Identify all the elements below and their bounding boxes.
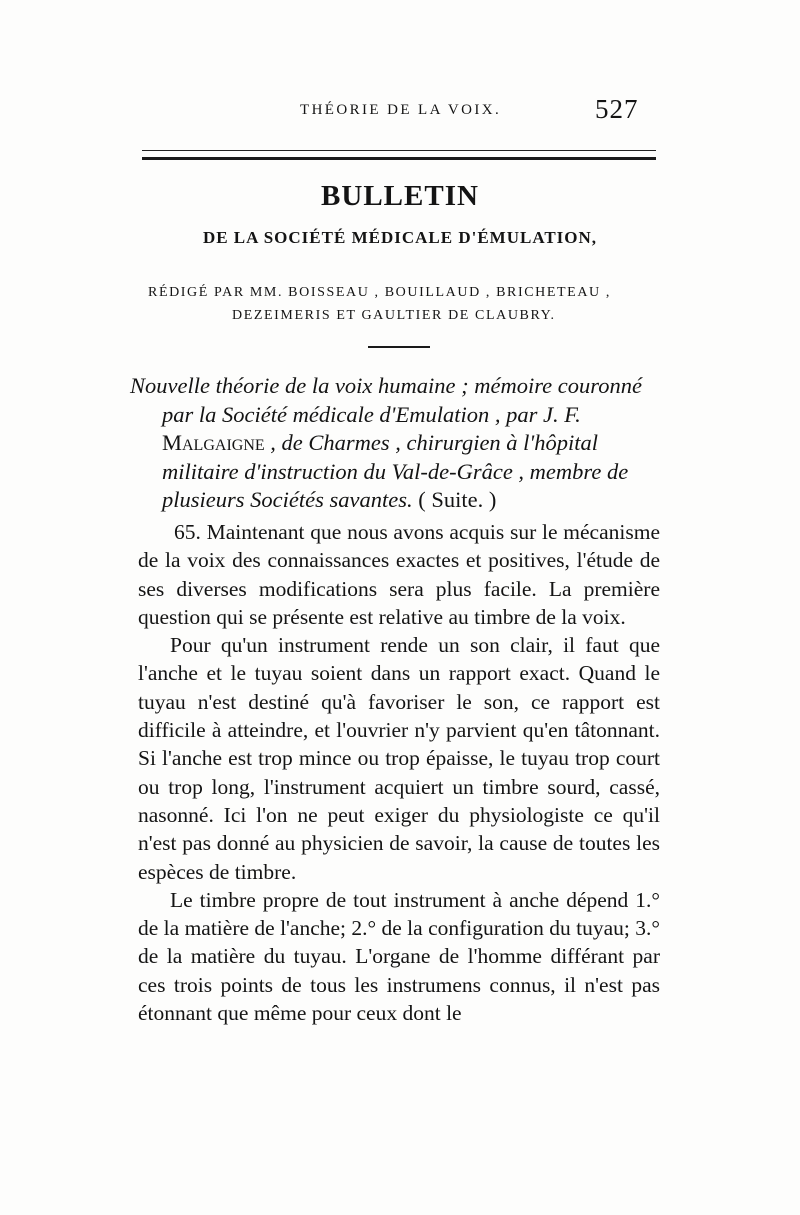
page-number: 527 [595,94,639,124]
article-heading-line [130,486,670,515]
paragraph: Le timbre propre de tout instrument à anche dépend 1.° de la matière de l'anche; 2.° de la configuration du tuyau; 3.° de la matière du tuyau. L'organe de l'homme différant par ces trois points de tous les instrumens connus, il n'est pas étonnant que même pour ceux dont le [138,887,660,1026]
article-heading-line [130,429,670,458]
continuation-note: ( Suite. ) [412,487,497,512]
running-title: THÉORIE DE LA VOIX. [300,102,502,118]
editors-line: RÉDIGÉ PAR MM. BOISSEAU , BOUILLAUD , BRICHETEAU , [148,285,611,300]
article-heading-line: militaire d'instruction du Val-de-Grâce , membre de [162,458,629,484]
author-name: Malgaigne [162,430,265,455]
author-affiliation: , de Charmes , chirurgien à l'hôpital [264,430,598,455]
article-heading [130,372,670,515]
bulletin-title: BULLETIN [321,180,479,212]
header-double-rule [142,150,656,160]
editors-line: DEZEIMERIS ET GAULTIER DE CLAUBRY. [232,308,556,323]
bulletin-subtitle: DE LA SOCIÉTÉ MÉDICALE D'ÉMULATION, [202,228,598,247]
paragraph: Pour qu'un instrument rende un son clair, il faut que l'anche et le tuyau soient dans un rapport exact. Quand le tuyau n'est destiné qu'à favoriser le son, ce rapport est difficile à atteindre, et l'ouvrier n'y parvient qu'en tâtonnant. Si l'anche est trop mince ou trop épaisse, le tuyau trop court ou trop long, l'instrument acquiert un timbre sourd, cassé, nasonné. Ici l'on ne peut exiger du physiologiste ce qu'il n'est pas donné au physicien de savoir, la cause de toutes les espèces de timbre. [138,633,660,884]
body-text [138,518,660,1027]
section-divider [368,346,430,348]
paragraph: 65. Maintenant que nous avons acquis sur le mécanisme de la voix des connaissances exactes et positives, l'étude de ses diverses modifications sera plus facile. La première question qui se présente est relative au timbre de la voix. [138,520,660,629]
article-heading-line: Nouvelle théorie de la voix humaine ; mémoire couronné [130,373,642,398]
article-heading-line: par la Société médicale d'Emulation , par J. F. [162,401,581,427]
author-societies: plusieurs Sociétés savantes. [162,487,413,512]
running-head [0,94,800,130]
